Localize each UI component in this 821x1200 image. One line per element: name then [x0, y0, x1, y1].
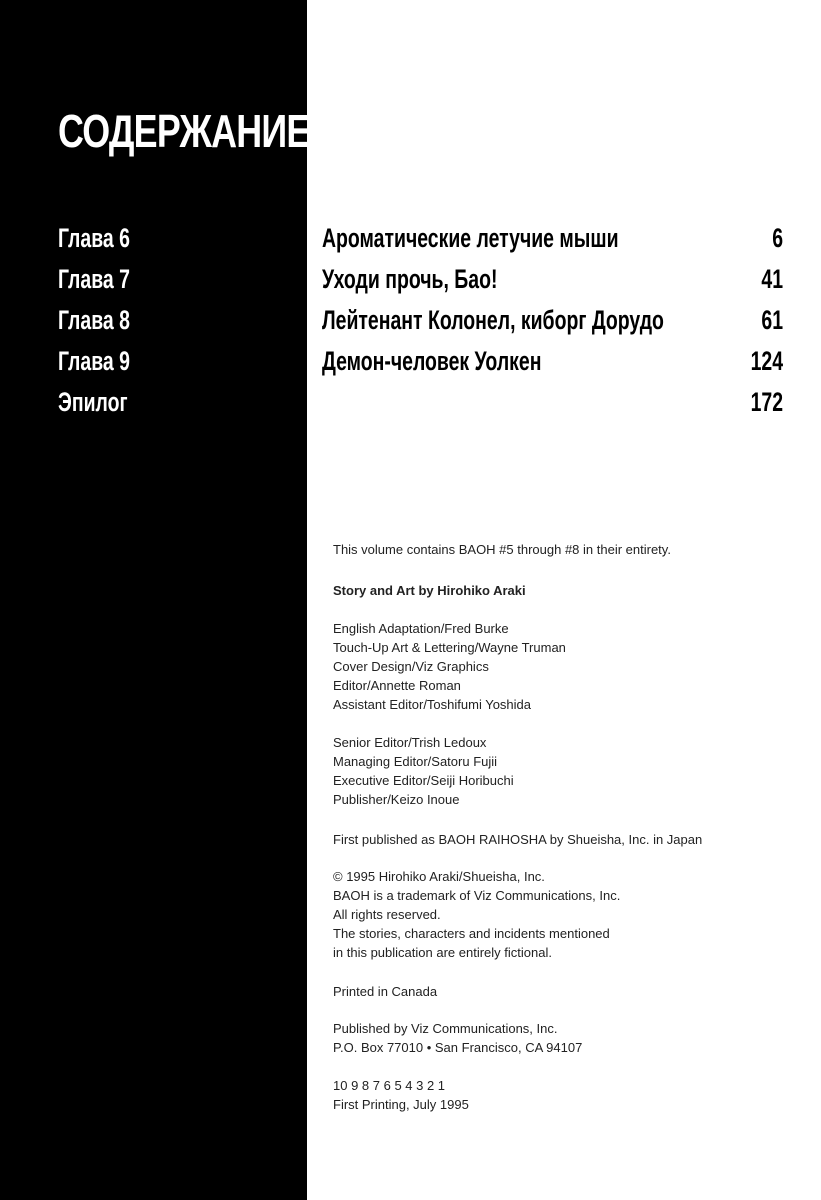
toc-title: Ароматические летучие мыши: [322, 223, 619, 253]
toc-page: 124: [750, 346, 783, 376]
toc-title: Лейтенант Колонел, киборг Дорудо: [322, 305, 664, 335]
toc-row: [0, 263, 821, 295]
toc-title: Демон-человек Уолкен: [322, 346, 542, 376]
staff-credit: Publisher/Keizo Inoue: [333, 792, 460, 807]
staff-credit: English Adaptation/Fred Burke: [333, 621, 509, 636]
toc-page: 61: [761, 305, 783, 335]
toc-page: 41: [761, 264, 783, 294]
toc-chapter: Глава 9: [58, 346, 130, 376]
copyright-line: All rights reserved.: [333, 907, 441, 922]
toc-chapter: Глава 8: [58, 305, 130, 335]
copyright-line: in this publication are entirely fictional.: [333, 945, 552, 960]
staff-credit: Executive Editor/Seiji Horibuchi: [333, 773, 514, 788]
toc-row: [0, 386, 821, 418]
volume-contents-line: This volume contains BAOH #5 through #8 in their entirety.: [333, 542, 671, 557]
publisher-line: Published by Viz Communications, Inc.: [333, 1021, 558, 1036]
copyright-line: The stories, characters and incidents mentioned: [333, 926, 610, 941]
toc-row: [0, 222, 821, 254]
copyright-line: BAOH is a trademark of Viz Communications, Inc.: [333, 888, 621, 903]
staff-credit: Cover Design/Viz Graphics: [333, 659, 489, 674]
first-published-line: First published as BAOH RAIHOSHA by Shueisha, Inc. in Japan: [333, 832, 703, 847]
staff-credit: Editor/Annette Roman: [333, 678, 461, 693]
toc-row: [0, 345, 821, 377]
first-printing-line: First Printing, July 1995: [333, 1097, 469, 1112]
toc-row: [0, 304, 821, 336]
toc-title: Уходи прочь, Бао!: [322, 264, 498, 294]
staff-credit: Touch-Up Art & Lettering/Wayne Truman: [333, 640, 566, 655]
copyright-line: © 1995 Hirohiko Araki/Shueisha, Inc.: [333, 869, 545, 884]
toc-chapter: Эпилог: [58, 387, 128, 417]
staff-credit: Senior Editor/Trish Ledoux: [333, 735, 487, 750]
printing-number-line: 10 9 8 7 6 5 4 3 2 1: [333, 1078, 446, 1093]
staff-credit: Assistant Editor/Toshifumi Yoshida: [333, 697, 531, 712]
staff-credit: Managing Editor/Satoru Fujii: [333, 754, 498, 769]
toc-page: 6: [772, 223, 783, 253]
toc-chapter: Глава 6: [58, 223, 130, 253]
publisher-address: P.O. Box 77010 • San Francisco, CA 94107: [333, 1040, 583, 1055]
story-art-credit: Story and Art by Hirohiko Araki: [333, 583, 526, 598]
printed-in-line: Printed in Canada: [333, 984, 438, 999]
left-black-panel: [0, 0, 307, 1200]
toc-page: 172: [750, 387, 783, 417]
toc-chapter: Глава 7: [58, 264, 130, 294]
page-title: СОДЕРЖАНИЕ: [58, 105, 310, 157]
